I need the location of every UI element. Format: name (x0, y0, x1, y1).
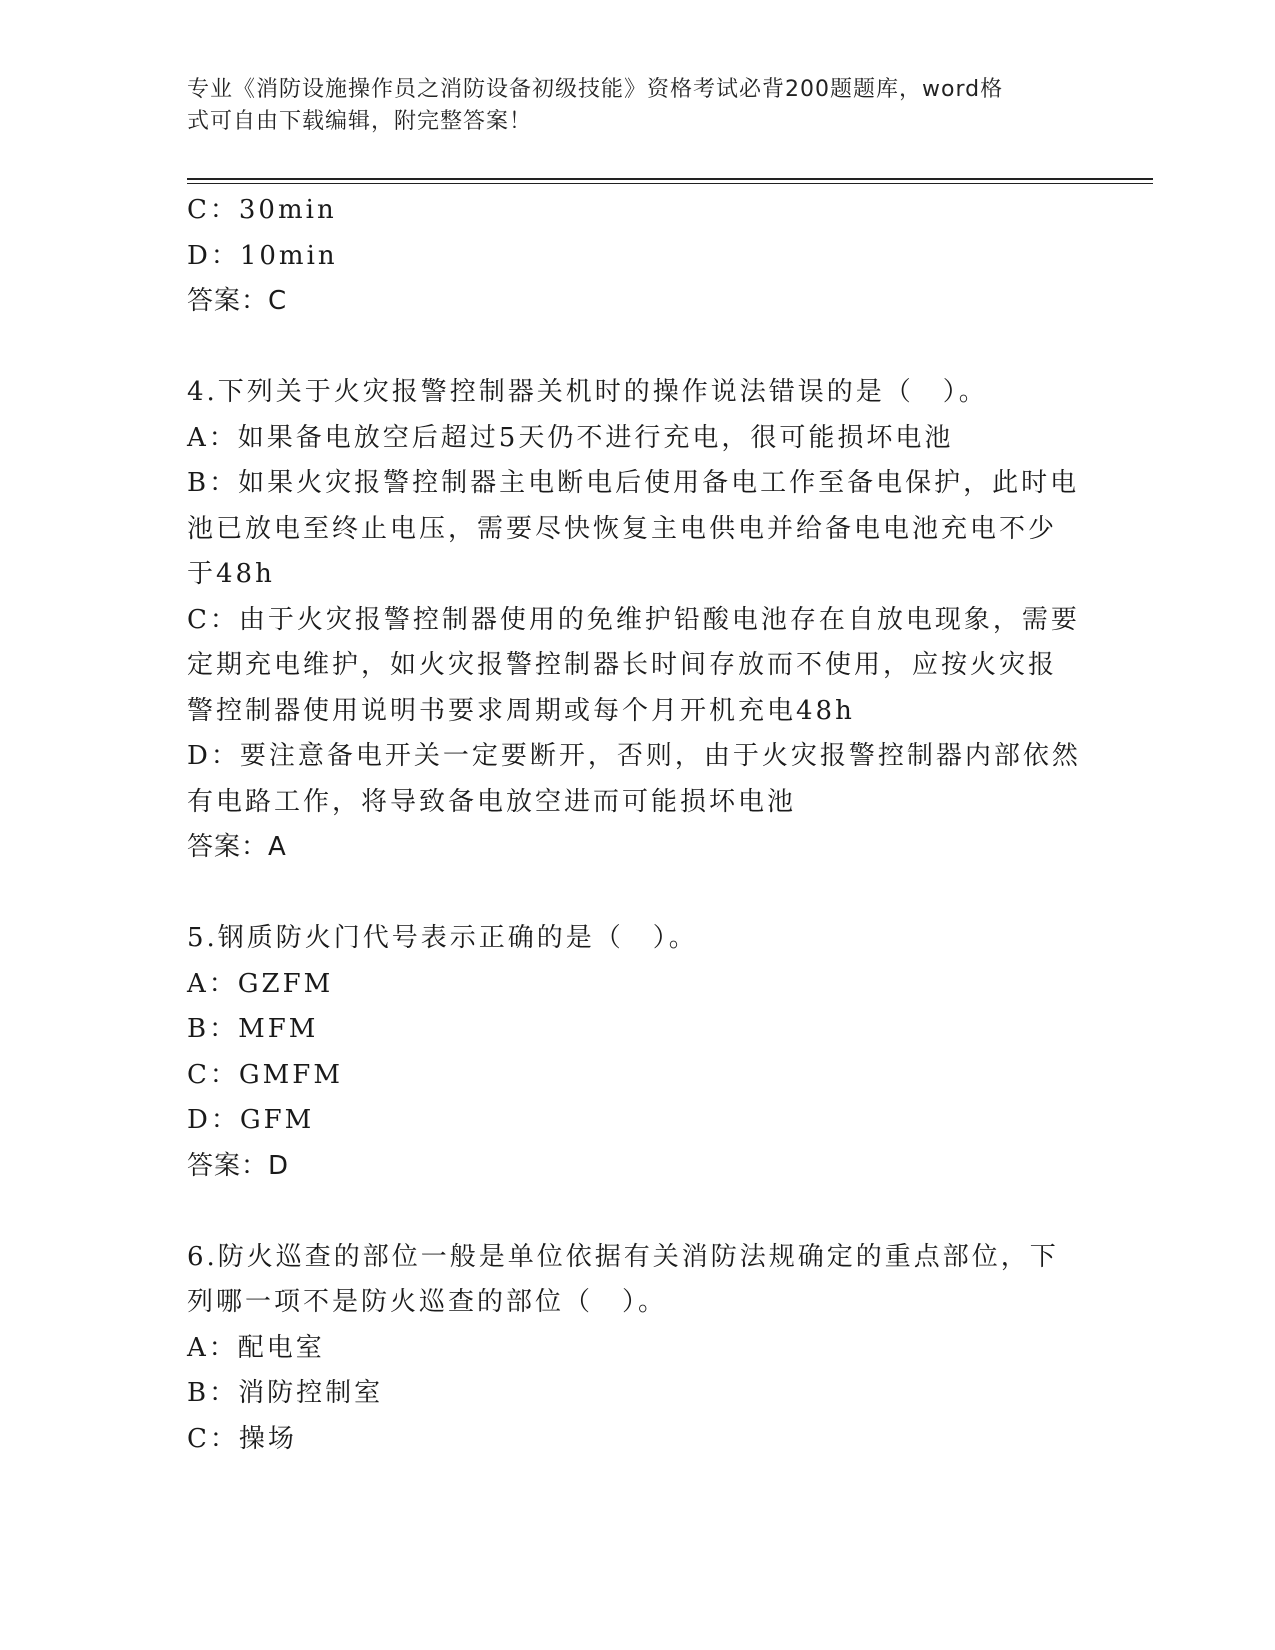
question-4 (187, 370, 1081, 871)
option-c (187, 598, 1080, 735)
question-stem: 5.钢质防火门代号表示正确的是（ ）。 (187, 923, 698, 953)
option-c-line-3: 警控制器使用说明书要求周期或每个月开机充电48h (187, 695, 855, 726)
option-b: B：MFM (187, 1014, 319, 1044)
option-b-line-3: 于48h (187, 559, 275, 589)
option-c-line-2: 定期充电维护，如火灾报警控制器长时间存放而不使用，应按火灾报 (187, 650, 1058, 680)
option-b (187, 461, 1080, 598)
option-c-line-1: C：由于火灾报警控制器使用的免维护铅酸电池存在自放电现象，需要 (187, 604, 1080, 635)
header-line-1: 专业《消防设施操作员之消防设备初级技能》资格考试必背200题题库，word格 (187, 77, 1004, 102)
option-c: C：GMFM (187, 1059, 343, 1090)
option-b: B：消防控制室 (187, 1378, 384, 1408)
option-d (187, 734, 1081, 825)
option-d-line-2: 有电路工作，将导致备电放空进而可能损坏电池 (187, 786, 797, 817)
answer-line: 答案：C (187, 286, 288, 316)
option-b-line-2: 池已放电至终止电压，需要尽快恢复主电供电并给备电电池充电不少 (187, 513, 1058, 544)
answer-line: 答案：A (187, 832, 287, 862)
question-stem: 4.下列关于火灾报警控制器关机时的操作说法错误的是（ ）。 (187, 377, 988, 407)
option-a-line-1: A：如果备电放空后超过5天仍不进行充电，很可能损坏电池 (187, 422, 954, 453)
question-5 (187, 916, 1077, 1189)
option-c: C：操场 (187, 1423, 297, 1454)
option-b-line-1: B：如果火灾报警控制器主电断电后使用备电工作至备电保护，此时电 (187, 468, 1080, 498)
spacer (187, 1189, 1077, 1235)
question-list (187, 188, 1081, 1462)
question-stem-line-2: 列哪一项不是防火巡查的部位（ ）。 (187, 1287, 668, 1317)
option-d: D：GFM (187, 1105, 315, 1135)
option-d-line-1: D：要注意备电开关一定要断开，否则，由于火灾报警控制器内部依然 (187, 741, 1081, 771)
question-3-tail (187, 188, 1077, 325)
header-line-2: 式可自由下载编辑，附完整答案！ (187, 109, 533, 134)
option-d: D：10min (187, 240, 338, 271)
spacer (187, 871, 1077, 917)
document-header (187, 74, 1067, 138)
header-divider-thick (187, 178, 1153, 180)
option-c: C：30min (187, 195, 337, 225)
question-stem-line-1: 6.防火巡查的部位一般是单位依据有关消防法规确定的重点部位，下 (187, 1241, 1059, 1272)
option-a: A：配电室 (187, 1332, 325, 1363)
answer-line: 答案：D (187, 1150, 290, 1181)
option-a: A：GZFM (187, 968, 334, 999)
question-6 (187, 1235, 1077, 1463)
header-divider-thin (187, 183, 1153, 184)
spacer (187, 325, 1077, 371)
option-a (187, 416, 1077, 462)
